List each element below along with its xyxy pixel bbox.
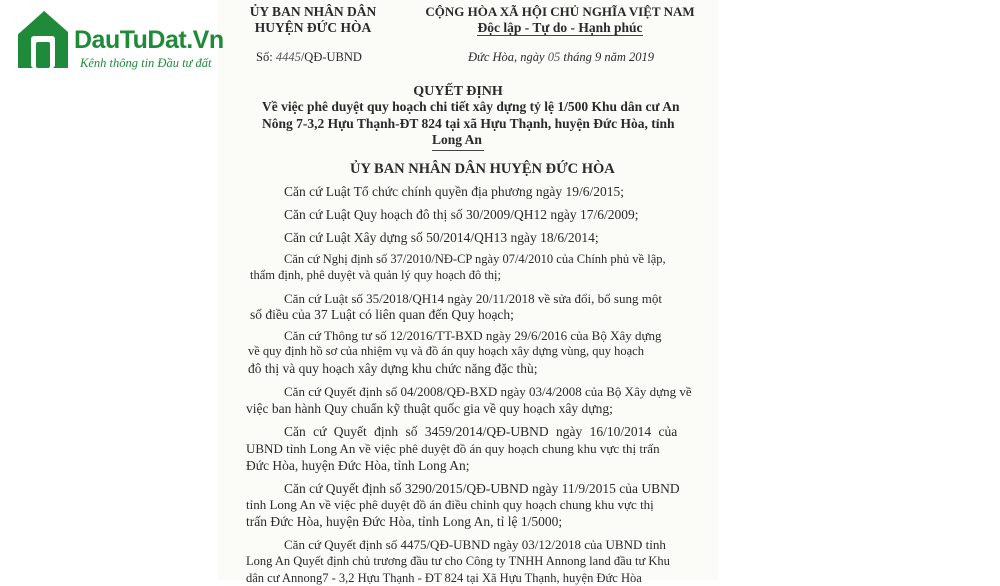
date-place-label: Đức Hòa, ngày <box>468 50 545 64</box>
legal-basis-line: Căn cứ Thông tư số 12/2016/TT-BXD ngày 29/6/2016 của Bộ Xây dựng <box>284 328 662 343</box>
legal-basis-line: Căn cứ Luật Xây dựng số 50/2014/QH13 ngày 18/6/2014; <box>284 230 599 245</box>
date-rest: tháng 9 năm 2019 <box>563 50 654 64</box>
number-suffix: /QĐ-UBND <box>300 50 362 64</box>
legal-basis-line: trấn Đức Hòa, huyện Đức Hòa, tỉnh Long An, tỉ lệ 1/5000; <box>246 514 563 529</box>
decision-subject-line: Nông 7-3,2 Hựu Thạnh-ĐT 824 tại xã Hựu Thạnh, huyện Đức Hòa, tỉnh <box>262 116 675 131</box>
motto-text: Độc lập - Tự do - Hạnh phúc <box>477 20 643 35</box>
legal-basis-line: Căn cứ Quyết định số 4475/QĐ-UBND ngày 03/12/2018 của UBND tỉnh <box>284 537 666 552</box>
legal-basis-line: Căn cứ Quyết định số 3459/2014/QĐ-UBND ngày 16/10/2014 của <box>284 424 678 439</box>
legal-basis-line: Đức Hòa, huyện Đức Hòa, tỉnh Long An; <box>246 458 470 473</box>
legal-basis-line: Căn cứ Nghị định số 37/2010/NĐ-CP ngày 07/4/2010 của Chính phủ về lập, <box>284 252 666 266</box>
document-number <box>256 50 362 65</box>
date-day: 05 <box>547 50 561 64</box>
number-prefix: Số: <box>256 50 273 64</box>
decision-heading: QUYẾT ĐỊNH <box>413 84 503 99</box>
house-icon <box>14 8 72 70</box>
watermark-slogan: Kênh thông tin Đầu tư đất <box>80 56 212 70</box>
legal-basis-line: dân cư Annong7 - 3,2 Hựu Thạnh - ĐT 824 tại Xã Hựu Thạnh, huyện Đức Hòa <box>246 571 642 585</box>
issuer-name: ỦY BAN NHÂN DÂN HUYỆN ĐỨC HÒA <box>350 161 615 177</box>
watermark-brand: DauTuDat.Vn <box>74 26 224 54</box>
legal-basis-line: Căn cứ Quyết định số 3290/2015/QĐ-UBND ngày 11/9/2015 của UBND <box>284 481 680 496</box>
legal-basis-line: Căn cứ Luật Quy hoạch đô thị số 30/2009/QH12 ngày 17/6/2009; <box>284 207 639 222</box>
national-motto <box>450 20 670 36</box>
number-handwritten: 4445 <box>275 50 301 64</box>
legal-basis-line: việc ban hành Quy chuẩn kỹ thuật quốc gia về quy hoạch xây dựng; <box>246 401 613 416</box>
legal-basis-line: tỉnh Long An về việc phê duyệt đồ án điều chỉnh quy hoạch chung khu vực thị <box>246 497 654 512</box>
watermark-logo <box>12 6 242 68</box>
legal-basis-line: về quy định hồ sơ của nhiệm vụ và đồ án quy hoạch xây dựng vùng, quy hoạch <box>248 344 644 358</box>
legal-basis-line: Long An Quyết định chủ trương đầu tư cho Công ty TNHH Annong land đầu tư Khu <box>246 554 670 568</box>
nation-name: CỘNG HÒA XÃ HỘI CHỦ NGHĨA VIỆT NAM <box>425 4 695 19</box>
decision-subject-line: Long An <box>432 132 482 147</box>
agency-name-line2: HUYỆN ĐỨC HÒA <box>254 20 372 35</box>
legal-basis-line: số điều của 37 Luật có liên quan đến Quy hoạch; <box>250 307 514 322</box>
legal-basis-line: Căn cứ Luật số 35/2018/QH14 ngày 20/11/2018 về sửa đổi, bổ sung một <box>284 291 662 306</box>
legal-basis-line: thẩm định, phê duyệt và quản lý quy hoạch đô thị; <box>250 268 501 282</box>
legal-basis-line: UBND tỉnh Long An về việc phê duyệt đồ án quy hoạch chung khu vực thị trấn <box>246 441 660 456</box>
agency-name-line1: ỦY BAN NHÂN DÂN <box>249 4 377 19</box>
date-place <box>468 50 654 65</box>
title-divider <box>432 150 484 151</box>
legal-basis-line: Căn cứ Luật Tổ chức chính quyền địa phương ngày 19/6/2015; <box>284 184 625 199</box>
legal-basis-line: Căn cứ Quyết định số 04/2008/QĐ-BXD ngày 03/4/2008 của Bộ Xây dựng về <box>284 384 692 399</box>
decision-subject-line: Về việc phê duyệt quy hoạch chi tiết xây dựng tỷ lệ 1/500 Khu dân cư An <box>262 99 680 114</box>
legal-basis-line: đô thị và quy hoạch xây dựng khu chức năng đặc thù; <box>248 361 538 376</box>
